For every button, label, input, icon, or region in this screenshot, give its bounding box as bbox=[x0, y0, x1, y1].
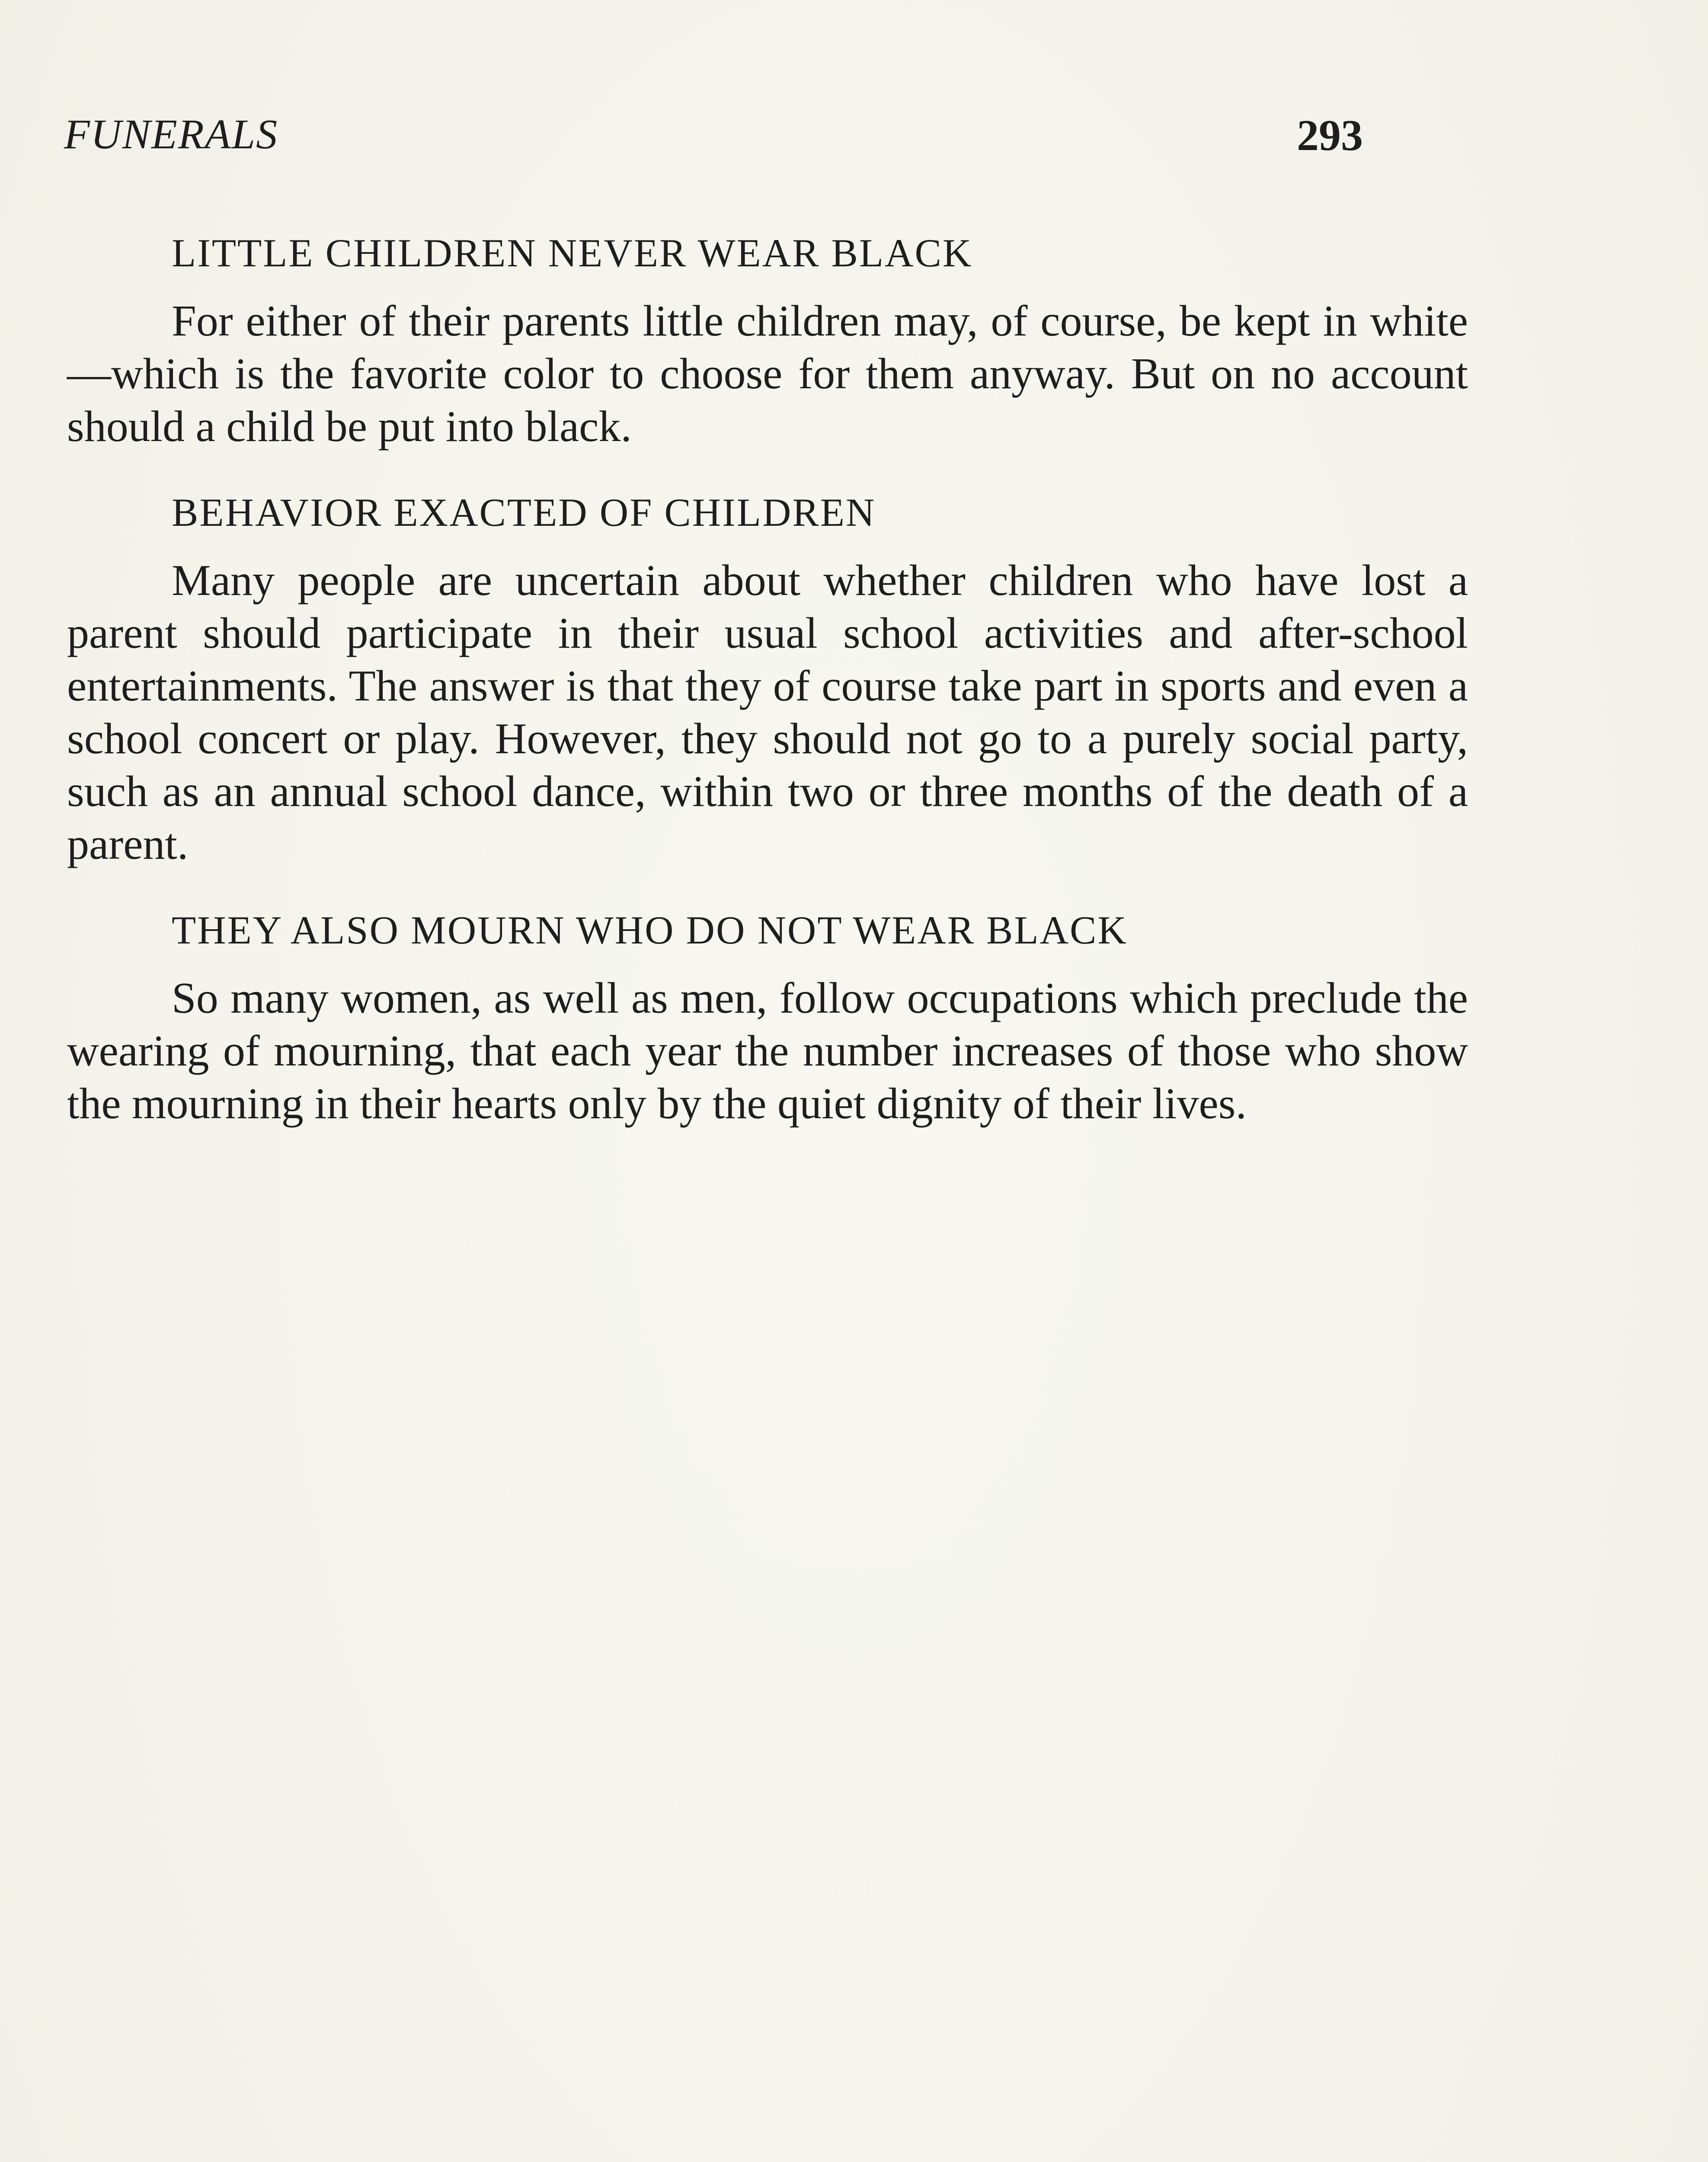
section-little-children bbox=[67, 225, 1468, 453]
section-paragraph: So many women, as well as men, follow occupations which preclude the wearing of mourning, that each year the number increases of those who show the mourning in their hearts only by the quiet dignity of their lives. bbox=[67, 974, 1468, 1128]
running-head: FUNERALS bbox=[64, 111, 278, 158]
section-paragraph: Many people are uncertain about whether children who have lost a parent should participate in their usual school activities and after-school entertainments. The answer is that they of course take part in sports and even a school concert or play. However, they should not go to a purely social party, such as an annual school dance, within two or three months of the death of a parent. bbox=[67, 556, 1468, 869]
section-heading: LITTLE CHILDREN NEVER WEAR BLACK bbox=[172, 231, 973, 275]
section-paragraph: For either of their parents little children may, of course, be kept in white—which is the favorite color to choose for them anyway. But on no account should a child be put into black. bbox=[67, 297, 1468, 451]
section-also-mourn bbox=[67, 902, 1468, 1130]
page-number: 293 bbox=[1297, 111, 1363, 160]
section-heading: THEY ALSO MOURN WHO DO NOT WEAR BLACK bbox=[172, 908, 1128, 952]
section-heading: BEHAVIOR EXACTED OF CHILDREN bbox=[172, 490, 876, 534]
section-behavior-children bbox=[67, 484, 1468, 871]
page-content bbox=[67, 225, 1468, 1161]
